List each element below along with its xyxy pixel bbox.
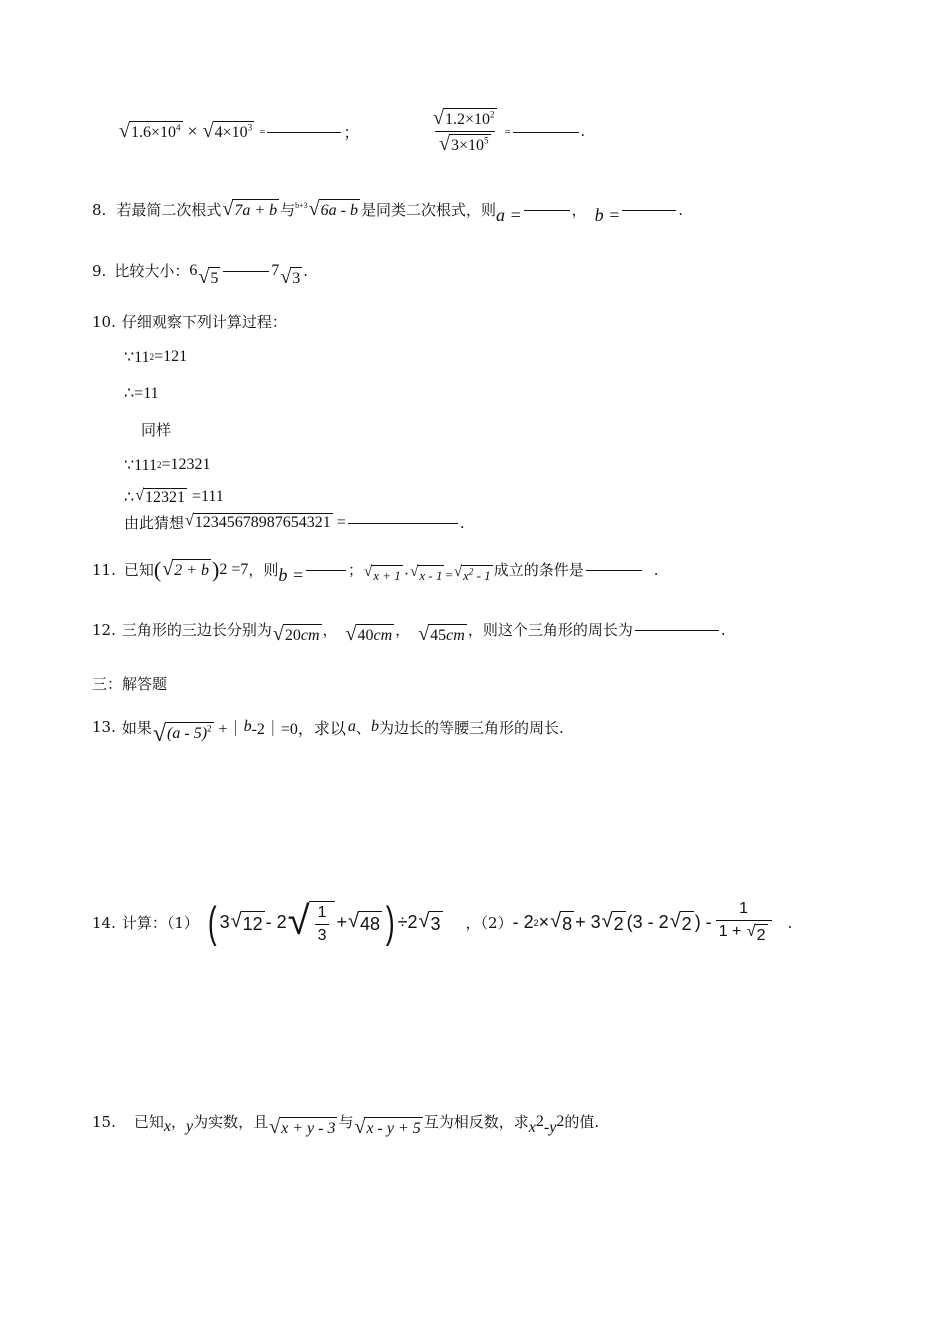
sqrt-radical: √ x + 1 [364,564,401,583]
fraction: √ $1.2\times 10^2$ √ $3\times 10^5$ [433,107,495,155]
answer-blank[interactable] [524,209,570,211]
sqrt-radical: √ 12345678987654321 [185,512,331,531]
sqrt-radical: √ 3 [280,266,301,288]
question-9: 9. 比较大小： 6 √ 5 7 √ 3 . [92,261,309,288]
sqrt-radical: √ 20cm [272,623,320,645]
sqrt-radical: √ x + y - 3 [269,1116,336,1138]
answer-blank[interactable] [223,270,269,272]
sqrt-radical: √ 7a + b [222,198,278,220]
sqrt-radical: √ 45cm [418,623,465,645]
sqrt-radical: √ 8 [550,909,573,934]
q10-step-6: 由此猜想 √ 12345678987654321 = . [124,512,465,532]
sqrt-radical: √ $\frac{1}{3}$ [288,901,336,945]
q10-step-2: ∴=11 [124,385,159,402]
sqrt-radical: √ (a - 5)$^2$ [152,721,212,747]
sqrt-radical: √ 2 + b [162,558,209,580]
question-14: 14. 计算：（1） ( 3 √ 12 - 2 √ $\frac{1}{3}$ + √ 48 ) ÷2 √ 3 ，（2） - 2 2 × √ 8 + 3 √ 2 (3 - 2 √ 2 ) - 1 1 + √ 2 . [92,897,793,947]
question-10: 10. 仔细观察下列计算过程： [92,312,287,331]
sqrt-radical: √ x - 1 [410,564,443,583]
sqrt-radical: √ 48 [347,909,380,934]
section-heading: 三：解答题 [92,675,168,693]
sqrt-radical: √ x - y + 5 [354,1116,421,1138]
q7-line: √ $1.6\times 10^4$ × √ $4\times 10^3$ = ； [119,120,360,142]
answer-blank[interactable] [635,629,719,631]
answer-blank[interactable] [306,569,346,571]
sqrt-radical: √ 2 [601,909,624,934]
question-12: 12. 三角形的三边长分别为 √ 20cm ， √ 40cm ， √ 45cm ，则这个三角形的周长为 . [92,620,726,645]
cube-root-radical: √ 6a - b [308,198,358,220]
sqrt-radical: √ 40cm [345,623,393,645]
q7-fraction: √ $1.2\times 10^2$ √ $3\times 10^5$ = . [425,108,585,155]
sqrt-radical: √ $4\times 10^3$ [202,120,253,142]
answer-blank[interactable] [267,131,341,133]
q10-step-4: ∵111 2 =12321 [124,456,211,474]
answer-blank[interactable] [622,209,676,211]
sqrt-radical: √ 5 [198,266,219,288]
q10-step-1: ∵11 2 =121 [124,348,188,366]
sqrt-radical: √ 2 [669,909,692,934]
sqrt-radical: √ $x^2 - 1$ [453,564,491,583]
answer-blank[interactable] [348,522,458,524]
question-11: 11. 已知 ( √ 2 + b ) 2 =7 ，则 b = ； √ x + 1 · √ x - 1 = √ $x^2 - 1$ 成立的条件是 . [92,556,659,585]
question-13: 13. 如果 √ (a - 5)$^2$ +｜ b -2｜=0，求以 a 、 b 为边长的等腰三角形的周长. [92,718,564,747]
answer-blank[interactable] [513,131,579,133]
q10-step-3: 同样 [141,421,172,439]
fraction: 1 1 + √ 2 [716,900,772,945]
sqrt-radical: √ 12 [230,909,263,934]
q10-step-5: ∴ √ 12321 =111 [124,486,224,506]
answer-blank[interactable] [586,569,642,571]
sqrt-radical: √ 3 [418,909,441,934]
sqrt-radical: √ 12321 [135,486,185,506]
question-8: 8. 若最简二次根式 √ 7a + b 与 b+3 √ 6a - b 是同类二次根式，则 a = ， b = . [92,198,684,225]
sqrt-radical: √ $1.6\times 10^4$ [119,120,181,142]
question-15: 15. 已知 x ， y 为实数，且 √ x + y - 3 与 √ x - y + 5 互为相反数，求 x 2 - y 2 的值. [92,1112,600,1138]
